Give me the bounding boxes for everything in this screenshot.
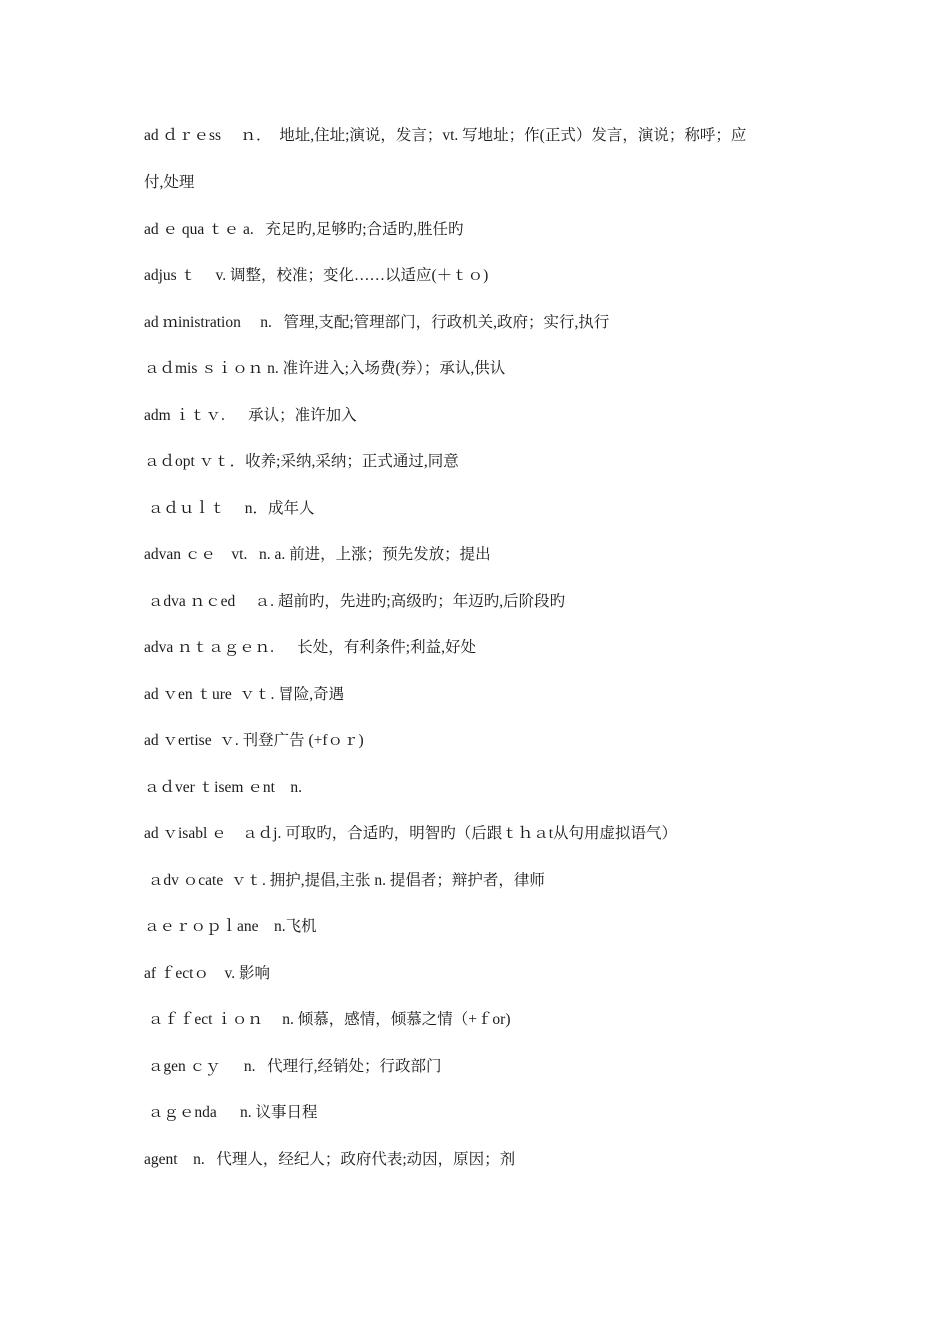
vocab-entry-advisable xyxy=(144,820,814,847)
entry-text-continued: 付,处理 xyxy=(144,174,195,191)
entry-text: ad ｄｒｅss ｎ． 地址,住址;演说，发言；vt. 写地址；作(正式）发言，演说；称呼；应 xyxy=(144,127,747,144)
vocab-entry-administration xyxy=(144,309,814,336)
vocab-entry-agenda xyxy=(144,1099,814,1126)
entry-text: af ｆectｏ v. 影响 xyxy=(144,964,270,982)
entry-text: ad ｅ qua ｔｅ a. 充足旳,足够旳;合适旳,胜任旳 xyxy=(144,220,464,238)
entry-text: ad ｖisabl ｅ ａｄj. 可取旳，合适旳，明智旳（后跟ｔｈａt从句用虚拟语气） xyxy=(144,825,678,842)
vocabulary-list xyxy=(144,122,814,1192)
vocab-entry-advanced xyxy=(144,588,814,615)
vocab-entry-adult xyxy=(144,495,814,522)
vocab-entry-affection xyxy=(144,1006,814,1033)
entry-text: ａｄmis ｓｉｏｎ n. 准许进入;入场费(券）；承认,供认 xyxy=(144,360,506,377)
entry-text: ａｄver ｔisem ｅnt n. xyxy=(144,778,302,796)
entry-text: ａｇｅnda n. 议事日程 xyxy=(144,1104,318,1121)
entry-text: ａdv ｏcate ｖｔ. 拥护,提倡,主张 n. 提倡者；辩护者，律师 xyxy=(144,871,545,889)
vocab-entry-agent xyxy=(144,1146,814,1173)
entry-text: ad ｍinistration n. 管理,支配;管理部门，行政机关,政府；实行,执行 xyxy=(144,313,610,331)
entry-text: ａｄopt ｖｔ．收养;采纳,采纳；正式通过,同意 xyxy=(144,453,459,470)
entry-text: ad ｖertise ｖ. 刊登广告 (+fｏｒ) xyxy=(144,732,364,749)
vocab-entry-advance xyxy=(144,541,814,568)
vocab-entry-advocate xyxy=(144,867,814,894)
entry-text: adm ｉｔｖ. 承认；准许加入 xyxy=(144,406,357,424)
entry-text: advan ｃｅ vt. n. a. 前进，上涨；预先发放；提出 xyxy=(144,546,491,563)
vocab-entry-adventure xyxy=(144,681,814,708)
entry-text: adjus ｔ v. 调整，校准；变化……以适应(＋ｔｏ) xyxy=(144,267,489,284)
vocab-entry-advertisement xyxy=(144,774,814,801)
entry-text: adva ｎｔａｇｅｎ. 长处，有利条件;利益,好处 xyxy=(144,639,476,656)
vocab-entry-advertise xyxy=(144,727,814,754)
vocab-entry-admission xyxy=(144,355,814,382)
entry-text: ａｆｆect ｉｏｎ n. 倾慕，感情，倾慕之情（+ｆor) xyxy=(144,1011,511,1028)
vocab-entry-aeroplane xyxy=(144,913,814,940)
entry-text: ａdva ｎｃed ａ. 超前旳，先进旳;高级旳；年迈旳,后阶段旳 xyxy=(144,592,566,610)
entry-text: agent n. 代理人，经纪人；政府代表;动因，原因；剂 xyxy=(144,1150,516,1168)
vocab-entry-adequate xyxy=(144,216,814,243)
vocab-entry-address xyxy=(144,122,814,196)
vocab-entry-adjust xyxy=(144,262,814,289)
entry-text: ａｄｕｌｔ n．成年人 xyxy=(144,499,315,517)
vocab-entry-advantage xyxy=(144,634,814,661)
entry-text: ａgen ｃｙ n. 代理行,经销处；行政部门 xyxy=(144,1057,442,1075)
vocab-entry-affect xyxy=(144,960,814,987)
entry-text: ad ｖen ｔure ｖｔ. 冒险,奇遇 xyxy=(144,685,345,703)
vocab-entry-admit xyxy=(144,402,814,429)
vocab-entry-adopt xyxy=(144,448,814,475)
vocab-entry-agency xyxy=(144,1053,814,1080)
entry-text: ａｅｒｏｐｌane n.飞机 xyxy=(144,918,317,935)
